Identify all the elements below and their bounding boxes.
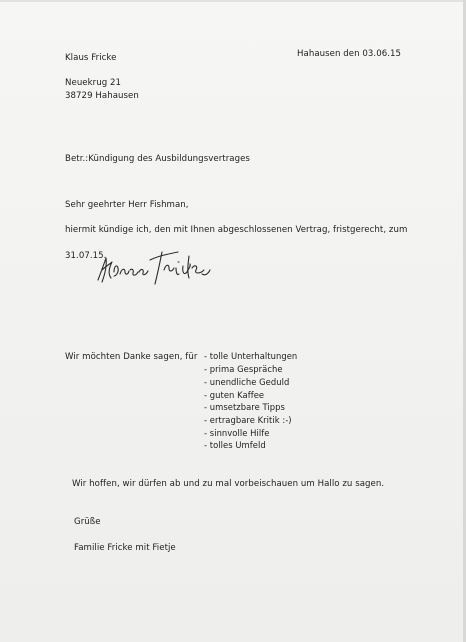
list-item: - ertragbare Kritik :-) — [204, 415, 292, 425]
body-line-2: 31.07.15. — [65, 251, 107, 261]
list-item: - sinnvolle Hilfe — [204, 428, 270, 438]
list-item: - guten Kaffee — [204, 390, 265, 400]
handwritten-signature — [92, 244, 216, 288]
salutation: Sehr geehrter Herr Fishman, — [65, 200, 189, 210]
list-item: - umsetzbare Tipps — [204, 402, 285, 412]
list-item: - unendliche Geduld — [204, 377, 290, 387]
sender-city: 38729 Hahausen — [65, 91, 139, 101]
sender-street: Neuekrug 21 — [65, 78, 122, 88]
list-item: - prima Gespräche — [204, 364, 283, 374]
list-item: - tolle Unterhaltungen — [204, 351, 298, 361]
place-date: Hahausen den 03.06.15 — [297, 49, 402, 59]
list-item: - tolles Umfeld — [204, 440, 266, 450]
thanks-intro: Wir möchten Danke sagen, für — [65, 352, 198, 362]
body-line-1: hiermit kündige ich, den mit Ihnen abgeschlossenen Vertrag, fristgerecht, zum — [65, 225, 408, 235]
subject-line: Betr.:Kündigung des Ausbildungsvertrages — [65, 154, 250, 164]
greeting: Grüße — [74, 517, 101, 527]
scan-top-edge — [0, 0, 466, 2]
family-signoff: Familie Fricke mit Fietje — [74, 543, 176, 553]
closing-line: Wir hoffen, wir dürfen ab und zu mal vorbeischauen um Hallo zu sagen. — [72, 479, 385, 489]
sender-name: Klaus Fricke — [65, 53, 117, 63]
